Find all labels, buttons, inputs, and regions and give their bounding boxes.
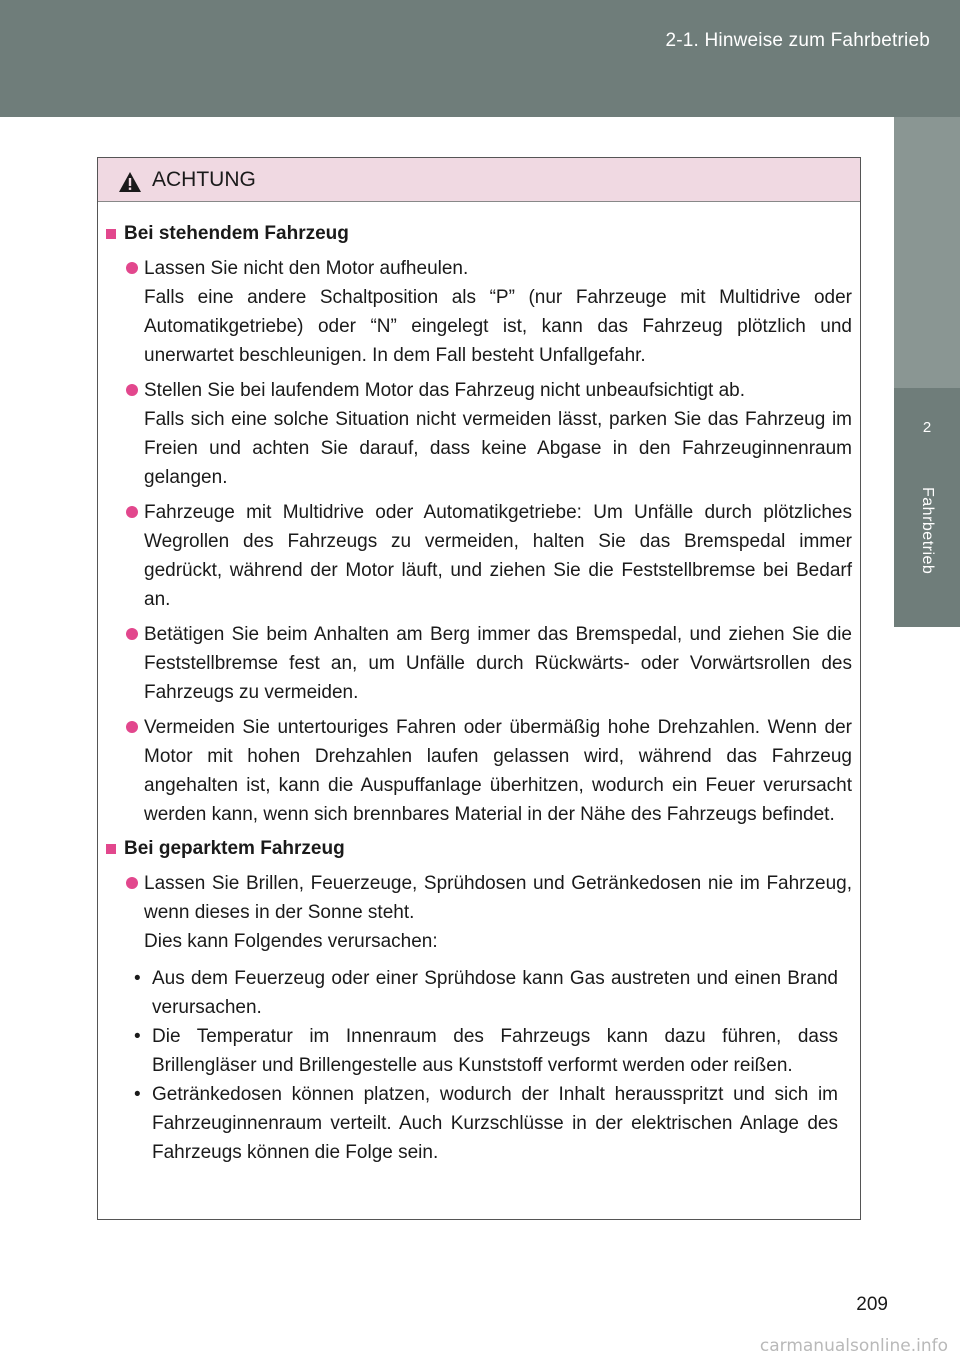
section-heading-stationary: Bei stehendem Fahrzeug	[106, 220, 852, 248]
square-bullet-icon	[106, 844, 116, 854]
chapter-label-text: Fahrbetrieb	[919, 487, 936, 575]
warning-triangle-icon	[118, 171, 142, 193]
dot-bullet-icon: •	[134, 968, 141, 989]
sub-list	[106, 964, 852, 1167]
chapter-number: 2	[922, 419, 932, 436]
section-heading-parked: Bei geparktem Fahrzeug	[106, 835, 852, 863]
sub-list-item: • Getränkedosen können platzen, wodurch der Inhalt herausspritzt und sich im Fahrzeuginnenraum verteilt. Auch Kurzschlüsse in der elektrischen Anlage des Fahrzeugs können die Folge sein.	[128, 1080, 838, 1167]
circle-bullet-icon	[126, 384, 138, 396]
warning-header	[98, 158, 860, 202]
list-item: Stellen Sie bei laufendem Motor das Fahrzeug nicht unbeaufsichtigt ab. Falls sich eine solche Situation nicht vermeiden lässt, parken Sie das Fahrzeug im Freien und achten Sie darauf, dass keine Abgase in den Fahrzeuginnenraum gelangen.	[106, 376, 852, 492]
chapter-side-tab	[894, 117, 960, 627]
warning-title: ACHTUNG	[152, 167, 256, 191]
page-number: 209	[856, 1294, 888, 1315]
dot-bullet-icon: •	[134, 1084, 141, 1105]
list-item: Betätigen Sie beim Anhalten am Berg immer das Bremspedal, und ziehen Sie die Feststellbremse fest an, um Unfälle durch Rückwärts- oder Vorwärtsrollen des Fahrzeugs zu vermeiden.	[106, 620, 852, 707]
sub-list-item: • Die Temperatur im Innenraum des Fahrzeugs kann dazu führen, dass Brillengläser und Brillengestelle aus Kunststoff verformt werden oder reißen.	[128, 1022, 838, 1080]
circle-bullet-icon	[126, 877, 138, 889]
circle-bullet-icon	[126, 506, 138, 518]
square-bullet-icon	[106, 229, 116, 239]
circle-bullet-icon	[126, 628, 138, 640]
sub-list-item: • Aus dem Feuerzeug oder einer Sprühdose kann Gas austreten und einen Brand verursachen.	[128, 964, 838, 1022]
chapter-label	[894, 487, 960, 607]
list-item: Vermeiden Sie untertouriges Fahren oder übermäßig hohe Drehzahlen. Wenn der Motor mit hohen Drehzahlen laufen gelassen wird, während das Fahrzeug angehalten ist, kann die Auspuffanlage überhitzen, wodurch ein Feuer verursacht werden kann, wenn sich brennbares Material in der Nähe des Fahrzeugs befindet.	[106, 713, 852, 829]
side-tab-upper	[894, 117, 960, 388]
circle-bullet-icon	[126, 262, 138, 274]
header-bar	[0, 0, 960, 117]
circle-bullet-icon	[126, 721, 138, 733]
list-item: Lassen Sie Brillen, Feuerzeuge, Sprühdosen und Getränkedosen nie im Fahrzeug, wenn dieses in der Sonne steht. Dies kann Folgendes verursachen:	[106, 869, 852, 956]
watermark: carmanualsonline.info	[759, 1336, 948, 1356]
list-item: Fahrzeuge mit Multidrive oder Automatikgetriebe: Um Unfälle durch plötzliches Wegrollen des Fahrzeugs zu vermeiden, halten Sie das Bremspedal immer gedrückt, während der Motor läuft, und ziehen Sie die Feststellbremse bei Bedarf an.	[106, 498, 852, 614]
warning-content	[98, 202, 860, 1167]
list-item: Lassen Sie nicht den Motor aufheulen. Falls eine andere Schaltposition als “P” (nur Fahrzeuge mit Multidrive oder Automatikgetriebe) oder “N” eingelegt ist, kann das Fahrzeug plötzlich und unerwartet beschleunigen. In dem Fall besteht Unfallgefahr.	[106, 254, 852, 370]
dot-bullet-icon: •	[134, 1026, 141, 1047]
warning-box	[97, 157, 861, 1220]
section-title: 2-1. Hinweise zum Fahrbetrieb	[665, 30, 930, 51]
